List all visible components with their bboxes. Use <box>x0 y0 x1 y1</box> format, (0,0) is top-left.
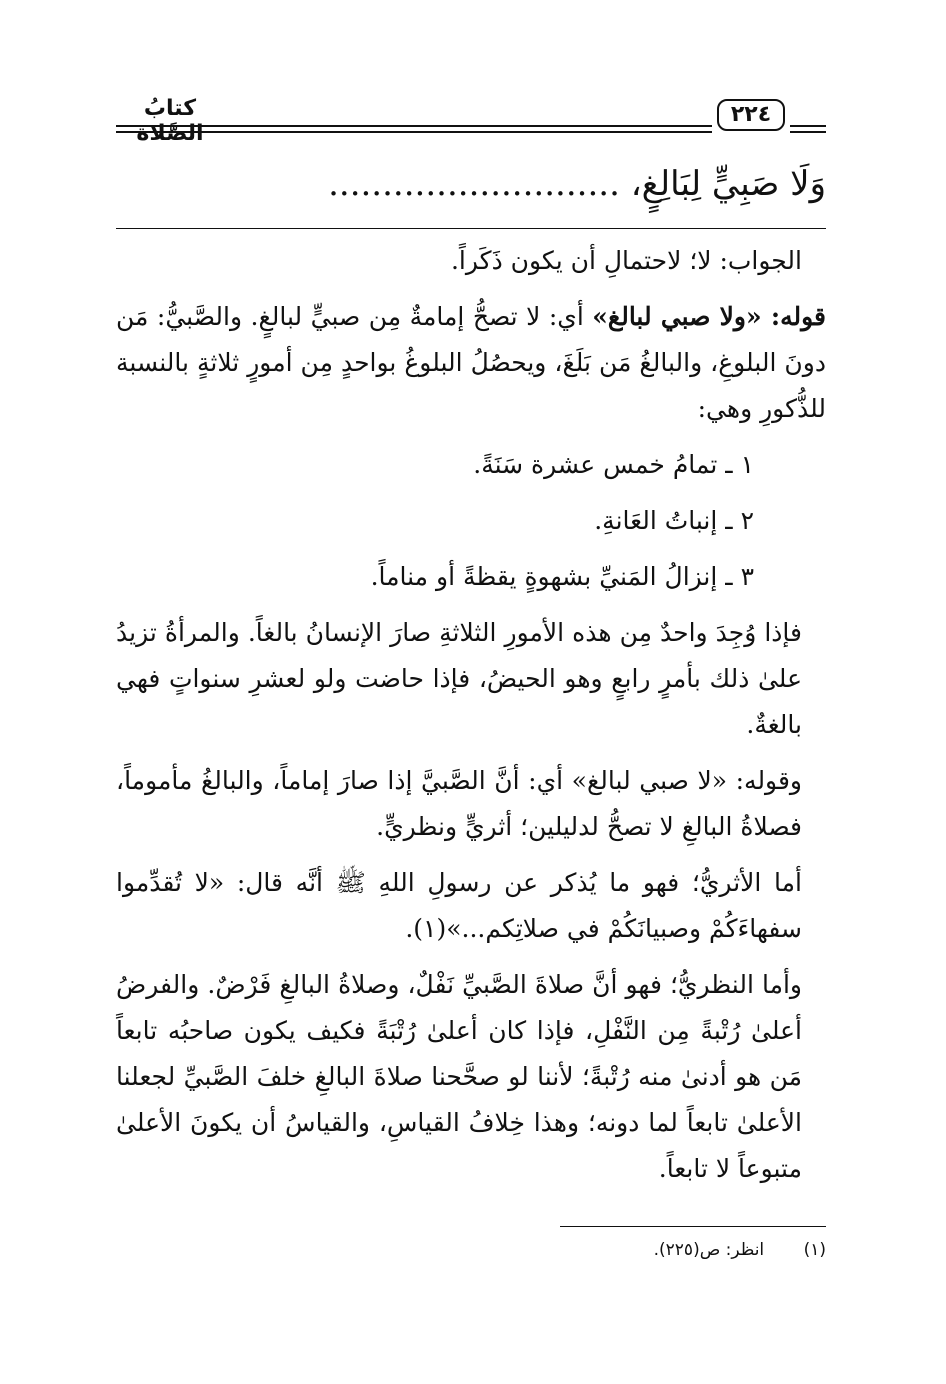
header-rule-right <box>790 125 826 127</box>
paragraph-definition <box>116 294 826 432</box>
header-rule-right-2 <box>790 131 826 133</box>
matn-divider <box>116 228 826 229</box>
paragraph-ruling: وقوله: «لا صبي لبالغ» أي: أنَّ الصَّبيَّ إذا صارَ إماماً، والبالغُ مأموماً، فصلاةُ البالغِ لا تصحُّ لدليلين؛ أثريٍّ ونظريٍّ. <box>116 766 803 841</box>
footnote-divider <box>560 1226 826 1227</box>
paragraph-textual-evidence: أما الأثريُّ؛ فهو ما يُذكر عن رسولِ اللهِ ﷺ أنَّه قال: «لا تُقدِّموا سفهاءَكُمْ وصبيانَكُمْ في صلاتِكم...»(١). <box>116 868 802 943</box>
footnote-number: (١) <box>803 1240 826 1260</box>
footnote <box>560 1240 826 1260</box>
footnote-text: انظر: ص(٢٢٥). <box>653 1240 765 1260</box>
paragraph-rational-evidence: وأما النظريُّ؛ فهو أنَّ صلاةَ الصَّبيِّ نَفْلٌ، وصلاةُ البالغِ فَرْضٌ. والفرضُ أعلىٰ رُتْبةً مِن النَّفْلِ، فإذا كان أعلىٰ رُتْبَةً فكيف يكون صاحبُه تابعاً مَن هو أدنىٰ منه رُتْبةً؛ لأننا لو صحَّحنا صلاةَ البالغِ خلفَ الصَّبيِّ لجعلنا الأعلىٰ تابعاً لما دونه؛ وهذا خِلافُ القياسِ، والقياسُ أن يكونَ الأعلىٰ متبوعاً لا تابعاً. <box>116 970 802 1183</box>
list-item-2: ٢ ـ إنباتُ العَانةِ. <box>594 506 754 535</box>
quoted-heading: قوله: «ولا صبي لبالغ» <box>592 302 826 331</box>
commentary-body <box>116 238 826 1202</box>
paragraph-answer: الجواب: لا؛ لاحتمالِ أن يكون ذَكَراً. <box>450 246 802 275</box>
header-rule-left <box>116 125 712 127</box>
paragraph-definition-text: أي: لا تصحُّ إمامةٌ مِن صبيٍّ لبالغٍ. والصَّبيُّ: مَن دونَ البلوغِ، والبالغُ مَن بَلَغَ، ويحصُلُ البلوغُ بواحدٍ مِن أمورٍ ثلاثةٍ بالنسبة للذُّكورِ وهي: <box>116 302 827 423</box>
matn-line: وَلَا صَبِيٍّ لِبَالِغٍ، ........................... <box>328 164 826 204</box>
page-number: ٢٢٤ <box>717 99 785 131</box>
running-header-title: كتابُ الصَّلاة <box>136 96 204 146</box>
paragraph-puberty: فإذا وُجِدَ واحدٌ مِن هذه الأمورِ الثلاثةِ صارَ الإنسانُ بالغاً. والمرأةُ تزيدُ علىٰ ذلك بأمرٍ رابعٍ وهو الحيضُ، فإذا حاضت ولو لعشرِ سنواتٍ فهي بالغةٌ. <box>116 618 802 739</box>
header-rule-left-2 <box>116 131 712 133</box>
list-item-3: ٣ ـ إنزالُ المَنيِّ بشهوةٍ يقظةً أو مناماً. <box>370 562 754 591</box>
list-item-1: ١ ـ تمامُ خمس عشرة سَنَةً. <box>473 450 754 479</box>
